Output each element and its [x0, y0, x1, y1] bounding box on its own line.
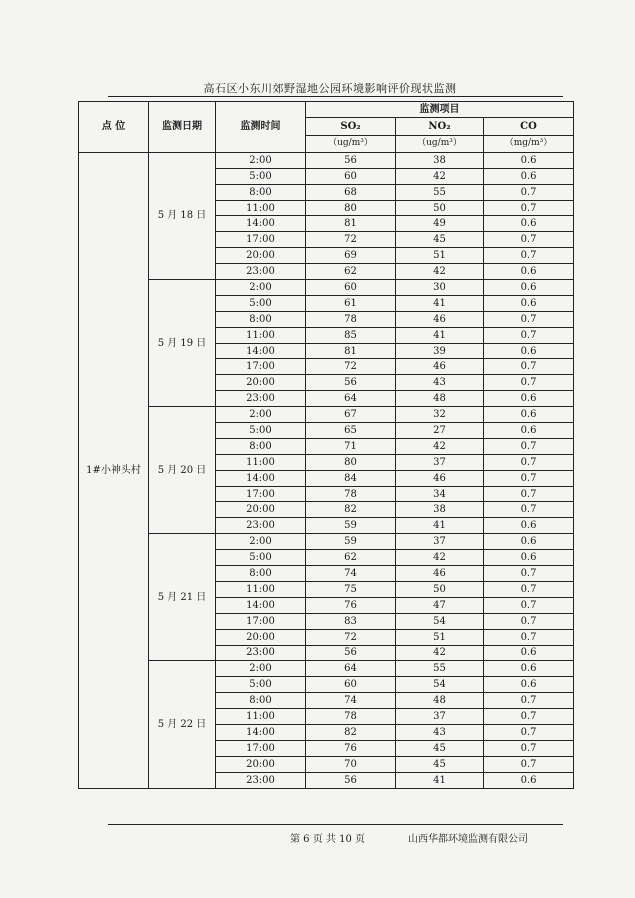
time-cell: 17:00 — [216, 613, 306, 629]
so2-cell: 80 — [306, 454, 396, 470]
so2-cell: 69 — [306, 248, 396, 264]
col-header-point: 点 位 — [79, 102, 149, 153]
no2-cell: 46 — [396, 470, 484, 486]
time-cell: 23:00 — [216, 264, 306, 280]
so2-cell: 64 — [306, 391, 396, 407]
site-cell: 1#小神头村 — [79, 152, 149, 788]
co-cell: 0.7 — [484, 470, 574, 486]
monitoring-table — [78, 101, 574, 789]
so2-cell: 72 — [306, 629, 396, 645]
time-cell: 11:00 — [216, 581, 306, 597]
so2-cell: 62 — [306, 550, 396, 566]
co-cell: 0.6 — [484, 645, 574, 661]
so2-cell: 72 — [306, 232, 396, 248]
col-header-date: 监测日期 — [149, 102, 216, 153]
so2-cell: 56 — [306, 152, 396, 168]
col-header-time: 监测时间 — [216, 102, 306, 153]
co-cell: 0.6 — [484, 518, 574, 534]
no2-cell: 34 — [396, 486, 484, 502]
so2-cell: 70 — [306, 756, 396, 772]
so2-cell: 80 — [306, 200, 396, 216]
co-cell: 0.6 — [484, 423, 574, 439]
time-cell: 2:00 — [216, 661, 306, 677]
co-cell: 0.7 — [484, 232, 574, 248]
no2-cell: 46 — [396, 359, 484, 375]
no2-cell: 45 — [396, 232, 484, 248]
header-rule — [108, 96, 563, 97]
co-cell: 0.6 — [484, 152, 574, 168]
time-cell: 2:00 — [216, 407, 306, 423]
table-row — [79, 534, 574, 550]
co-cell: 0.7 — [484, 502, 574, 518]
so2-cell: 82 — [306, 502, 396, 518]
no2-cell: 49 — [396, 216, 484, 232]
no2-cell: 42 — [396, 168, 484, 184]
no2-cell: 55 — [396, 184, 484, 200]
co-cell: 0.7 — [484, 359, 574, 375]
so2-cell: 56 — [306, 772, 396, 788]
no2-cell: 45 — [396, 756, 484, 772]
time-cell: 23:00 — [216, 518, 306, 534]
time-cell: 11:00 — [216, 709, 306, 725]
co-cell: 0.6 — [484, 168, 574, 184]
document-title: 高石区小东川郊野湿地公园环境影响评价现状监测 — [203, 82, 457, 95]
co-cell: 0.6 — [484, 343, 574, 359]
so2-cell: 78 — [306, 311, 396, 327]
time-cell: 8:00 — [216, 184, 306, 200]
time-cell: 23:00 — [216, 645, 306, 661]
time-cell: 5:00 — [216, 677, 306, 693]
no2-cell: 55 — [396, 661, 484, 677]
time-cell: 17:00 — [216, 359, 306, 375]
time-cell: 2:00 — [216, 534, 306, 550]
co-cell: 0.6 — [484, 280, 574, 296]
time-cell: 14:00 — [216, 597, 306, 613]
no2-cell: 50 — [396, 200, 484, 216]
table-row — [79, 661, 574, 677]
co-cell: 0.7 — [484, 375, 574, 391]
co-cell: 0.7 — [484, 756, 574, 772]
no2-cell: 41 — [396, 772, 484, 788]
date-cell: 5 月 19 日 — [149, 280, 216, 407]
time-cell: 5:00 — [216, 168, 306, 184]
co-cell: 0.6 — [484, 677, 574, 693]
co-cell: 0.7 — [484, 597, 574, 613]
no2-cell: 38 — [396, 152, 484, 168]
table-row — [79, 407, 574, 423]
no2-cell: 32 — [396, 407, 484, 423]
so2-cell: 60 — [306, 280, 396, 296]
footer-page-number: 第 6 页 共 10 页 — [290, 834, 365, 845]
no2-cell: 54 — [396, 677, 484, 693]
time-cell: 17:00 — [216, 486, 306, 502]
no2-cell: 48 — [396, 391, 484, 407]
co-cell: 0.7 — [484, 629, 574, 645]
no2-cell: 30 — [396, 280, 484, 296]
footer-company: 山西华都环境监测有限公司 — [408, 834, 528, 845]
no2-cell: 41 — [396, 327, 484, 343]
so2-cell: 85 — [306, 327, 396, 343]
so2-cell: 83 — [306, 613, 396, 629]
no2-cell: 38 — [396, 502, 484, 518]
time-cell: 23:00 — [216, 391, 306, 407]
time-cell: 5:00 — [216, 550, 306, 566]
so2-cell: 60 — [306, 677, 396, 693]
co-cell: 0.7 — [484, 709, 574, 725]
no2-cell: 46 — [396, 566, 484, 582]
date-cell: 5 月 22 日 — [149, 661, 216, 788]
co-cell: 0.6 — [484, 661, 574, 677]
so2-cell: 71 — [306, 438, 396, 454]
co-cell: 0.7 — [484, 740, 574, 756]
so2-cell: 64 — [306, 661, 396, 677]
so2-cell: 82 — [306, 724, 396, 740]
so2-cell: 56 — [306, 645, 396, 661]
so2-cell: 76 — [306, 597, 396, 613]
time-cell: 8:00 — [216, 693, 306, 709]
co-cell: 0.7 — [484, 248, 574, 264]
time-cell: 14:00 — [216, 470, 306, 486]
time-cell: 11:00 — [216, 454, 306, 470]
co-cell: 0.6 — [484, 407, 574, 423]
date-cell: 5 月 20 日 — [149, 407, 216, 534]
so2-cell: 62 — [306, 264, 396, 280]
co-cell: 0.7 — [484, 438, 574, 454]
no2-cell: 51 — [396, 248, 484, 264]
so2-cell: 76 — [306, 740, 396, 756]
no2-cell: 37 — [396, 454, 484, 470]
so2-cell: 72 — [306, 359, 396, 375]
no2-cell: 45 — [396, 740, 484, 756]
no2-cell: 39 — [396, 343, 484, 359]
co-cell: 0.7 — [484, 724, 574, 740]
time-cell: 11:00 — [216, 327, 306, 343]
no2-cell: 51 — [396, 629, 484, 645]
so2-cell: 59 — [306, 518, 396, 534]
no2-cell: 43 — [396, 724, 484, 740]
co-cell: 0.6 — [484, 534, 574, 550]
co-cell: 0.6 — [484, 391, 574, 407]
so2-cell: 74 — [306, 693, 396, 709]
so2-cell: 75 — [306, 581, 396, 597]
no2-cell: 47 — [396, 597, 484, 613]
date-cell: 5 月 21 日 — [149, 534, 216, 661]
footer-rule — [108, 824, 563, 825]
co-cell: 0.7 — [484, 184, 574, 200]
no2-cell: 27 — [396, 423, 484, 439]
no2-cell: 42 — [396, 645, 484, 661]
so2-cell: 59 — [306, 534, 396, 550]
time-cell: 20:00 — [216, 756, 306, 772]
col-header-co: CO — [484, 117, 574, 135]
no2-cell: 54 — [396, 613, 484, 629]
so2-cell: 56 — [306, 375, 396, 391]
col-unit-co: （mg/m³） — [484, 135, 574, 152]
time-cell: 2:00 — [216, 280, 306, 296]
so2-cell: 67 — [306, 407, 396, 423]
so2-cell: 74 — [306, 566, 396, 582]
col-header-no2: NO₂ — [396, 117, 484, 135]
co-cell: 0.7 — [484, 454, 574, 470]
time-cell: 14:00 — [216, 216, 306, 232]
time-cell: 8:00 — [216, 311, 306, 327]
col-unit-so2: （ug/m³） — [306, 135, 396, 152]
co-cell: 0.6 — [484, 295, 574, 311]
co-cell: 0.7 — [484, 311, 574, 327]
time-cell: 2:00 — [216, 152, 306, 168]
time-cell: 20:00 — [216, 629, 306, 645]
time-cell: 14:00 — [216, 724, 306, 740]
time-cell: 17:00 — [216, 740, 306, 756]
time-cell: 17:00 — [216, 232, 306, 248]
no2-cell: 48 — [396, 693, 484, 709]
time-cell: 20:00 — [216, 375, 306, 391]
time-cell: 20:00 — [216, 502, 306, 518]
time-cell: 20:00 — [216, 248, 306, 264]
co-cell: 0.7 — [484, 486, 574, 502]
table-body — [79, 152, 574, 788]
time-cell: 8:00 — [216, 438, 306, 454]
no2-cell: 50 — [396, 581, 484, 597]
so2-cell: 68 — [306, 184, 396, 200]
time-cell: 11:00 — [216, 200, 306, 216]
time-cell: 14:00 — [216, 343, 306, 359]
so2-cell: 78 — [306, 486, 396, 502]
col-header-items: 监测项目 — [306, 102, 574, 118]
co-cell: 0.7 — [484, 200, 574, 216]
table-row — [79, 280, 574, 296]
time-cell: 23:00 — [216, 772, 306, 788]
co-cell: 0.6 — [484, 772, 574, 788]
no2-cell: 42 — [396, 438, 484, 454]
co-cell: 0.7 — [484, 613, 574, 629]
col-unit-no2: （ug/m³） — [396, 135, 484, 152]
no2-cell: 37 — [396, 534, 484, 550]
time-cell: 5:00 — [216, 423, 306, 439]
no2-cell: 42 — [396, 550, 484, 566]
no2-cell: 42 — [396, 264, 484, 280]
co-cell: 0.7 — [484, 566, 574, 582]
co-cell: 0.7 — [484, 327, 574, 343]
so2-cell: 78 — [306, 709, 396, 725]
so2-cell: 84 — [306, 470, 396, 486]
header-row-1 — [79, 102, 574, 118]
co-cell: 0.6 — [484, 264, 574, 280]
co-cell: 0.7 — [484, 581, 574, 597]
no2-cell: 41 — [396, 295, 484, 311]
table-row — [79, 152, 574, 168]
so2-cell: 81 — [306, 216, 396, 232]
no2-cell: 43 — [396, 375, 484, 391]
no2-cell: 37 — [396, 709, 484, 725]
time-cell: 5:00 — [216, 295, 306, 311]
co-cell: 0.6 — [484, 216, 574, 232]
time-cell: 8:00 — [216, 566, 306, 582]
date-cell: 5 月 18 日 — [149, 152, 216, 279]
so2-cell: 81 — [306, 343, 396, 359]
so2-cell: 65 — [306, 423, 396, 439]
so2-cell: 61 — [306, 295, 396, 311]
col-header-so2: SO₂ — [306, 117, 396, 135]
no2-cell: 41 — [396, 518, 484, 534]
co-cell: 0.7 — [484, 693, 574, 709]
so2-cell: 60 — [306, 168, 396, 184]
co-cell: 0.6 — [484, 550, 574, 566]
no2-cell: 46 — [396, 311, 484, 327]
